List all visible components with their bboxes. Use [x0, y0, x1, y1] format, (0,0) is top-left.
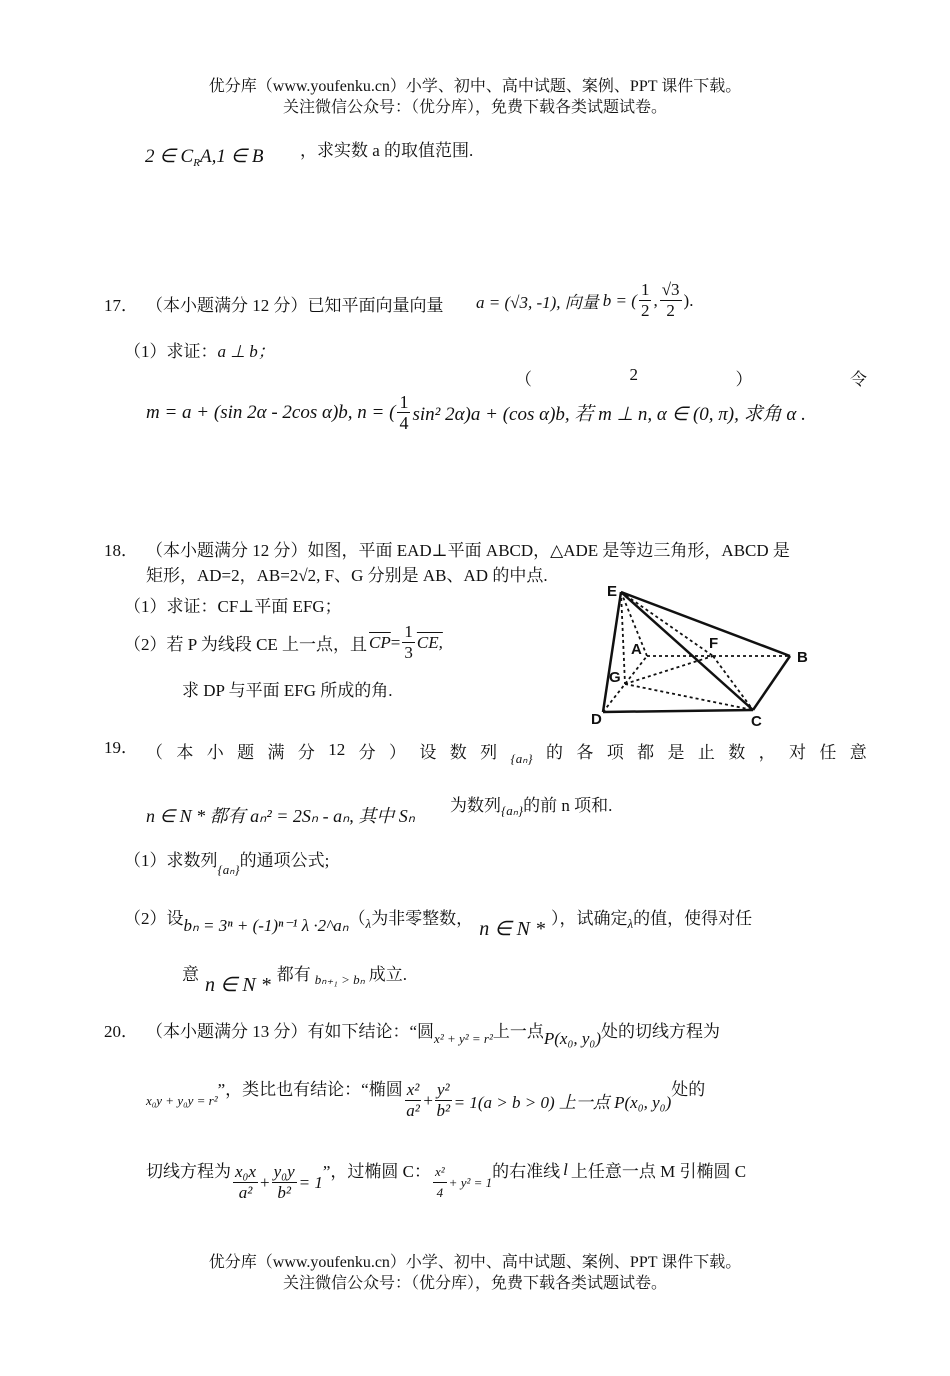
edge-FC — [713, 656, 753, 710]
q16-condition: 2 ∈ $C_RA,1$ ∈ B — [145, 146, 264, 169]
q19-part-2-cont: 意 n ∈ N * 都有 bₙ₊₁ > bₙ 成立. — [182, 965, 408, 996]
q19-line-2-math: n ∈ N * 都有 aₙ² = 2Sₙ - aₙ, 其中 Sₙ — [146, 806, 415, 826]
q20-number: 20． — [104, 1022, 138, 1041]
edge-DC — [603, 710, 753, 712]
q20-line-1: （本小题满分 13 分）有如下结论：“圆 x² + y² = r² 上一点 P(x₀, y₀) 处的切线方程为 — [146, 1022, 721, 1048]
q19-part-2: （2）设 bₙ = 3ⁿ + (-1)ⁿ⁻¹ λ ·2^aₙ （ λ 为非零整数， n ∈ N * ），试确定 λ 的值，使得对任 — [124, 909, 753, 940]
label-A: A — [631, 641, 642, 658]
edge-ED — [603, 592, 621, 712]
q20-line-3: 切线方程为 $\frac{\text{x₀x}}{\text{a²}}$ + $\frac{\text{y₀y}}{\text{b²}}$ = 1 ”，过椭圆 C： $\frac{\text{x²}}{4}$ + y² = 1 的右准线 l 上任意一点 M 引椭圆 C — [146, 1159, 747, 1202]
label-E: E — [607, 583, 618, 600]
edge-CB — [753, 656, 790, 710]
geometry-figure — [585, 578, 830, 728]
edge-EG — [621, 592, 625, 684]
edge-GC — [625, 684, 753, 710]
label-F: F — [709, 635, 719, 652]
q18-number: 18． — [104, 541, 138, 560]
label-B: B — [797, 649, 808, 666]
q17-intro: （本小题满分 12 分）已知平面向量向量 — [146, 296, 444, 315]
edge-EB — [621, 592, 790, 656]
q17-part-2-formula: m = a + (sin 2α - 2cos α)b, n = ( $\frac{1}{4}$ sin² 2α)a + (cos α)b, 若 m ⊥ n, α ∈ (0, π), 求角 α . — [146, 392, 806, 433]
q17-part-2-label: （ 2 ） 令 — [515, 365, 867, 389]
q16-text: ，求实数 a 的取值范围. — [300, 141, 474, 160]
label-C: C — [751, 713, 762, 728]
q18-part-2: （2）若 P 为线段 CE 上一点，且 $\overline{CP}$ = $\frac{1}{3}$ CE, — [124, 622, 443, 662]
q17-vectors: a = (√3, -1), 向量 b = ( $\frac{1}{2}$ , $\frac{√3}{2}$ ). — [476, 280, 694, 320]
q17-part-1: （1）求证：a ⊥ b； — [124, 342, 275, 361]
q18-line-2: 矩形，AD=2，AB=2√2, F、G 分别是 AB、AD 的中点. — [146, 566, 548, 585]
q18-part-2b: 求 DP 与平面 EFG 所成的角. — [182, 681, 393, 700]
q18-line-1: （本小题满分 12 分）如图，平面 EAD⊥平面 ABCD，△ADE 是等边三角形，ABCD 是 — [146, 541, 790, 560]
header-line-1: 优分库（www.youfenku.cn）小学、初中、高中试题、案例、PPT 课件下载。 — [208, 78, 742, 95]
q19-part-1: （1）求数列 {aₙ} 的通项公式; — [124, 851, 330, 877]
q20-line-2: x₀y + y₀y = r² ”，类比也有结论：“椭圆 $\frac{\text{x²}}{\text{a²}}$ + $\frac{\text{y²}}{\text{b²}}$ = 1(a > b > 0) 上一点 P(x₀, y₀) 处的 — [146, 1080, 706, 1120]
footer-line-1: 优分库（www.youfenku.cn）小学、初中、高中试题、案例、PPT 课件下载。 — [208, 1254, 742, 1271]
label-G: G — [609, 669, 621, 686]
q17-number: 17． — [104, 296, 138, 315]
q19-line-2-text: 为数列 {aₙ} 的前 n 项和. — [450, 796, 613, 818]
q19-line-1: （ 本 小 题 满 分 12 分 ） 设 数 列 {aₙ} 的 各 项 都 是 止 数 ， 对 任 意 — [146, 740, 867, 766]
footer-line-2: 关注微信公众号：（优分库），免费下载各类试题试卷。 — [282, 1275, 667, 1292]
q18-part-1: （1）求证：CF⊥平面 EFG； — [124, 597, 342, 616]
q19-number: 19． — [104, 738, 138, 757]
label-D: D — [591, 711, 602, 728]
header-line-2: 关注微信公众号：（优分库），免费下载各类试题试卷。 — [282, 99, 667, 116]
edge-GF — [625, 656, 713, 684]
